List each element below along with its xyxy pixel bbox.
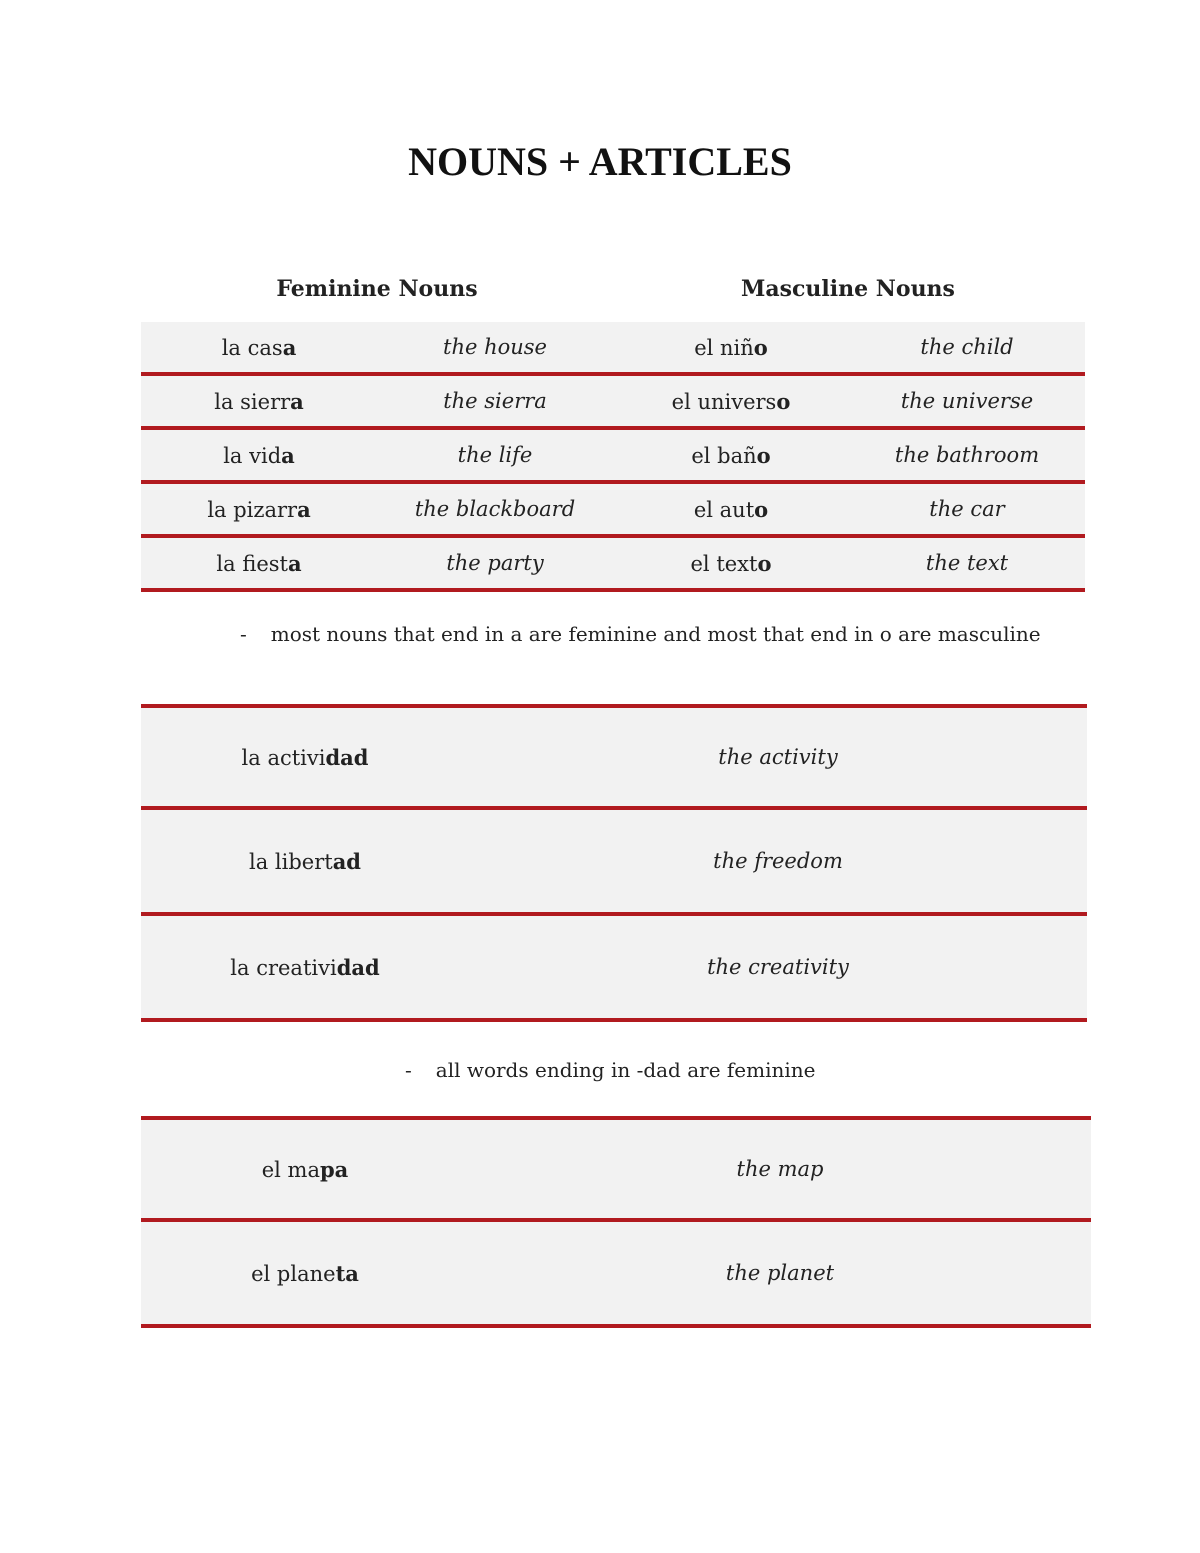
masculine-translation: the universe bbox=[900, 389, 1034, 413]
noun bbox=[141, 1261, 469, 1286]
translation: the activity bbox=[718, 745, 838, 769]
noun-stem: la fiest bbox=[216, 551, 288, 576]
table-row bbox=[141, 810, 1087, 916]
masculine-translation: the text bbox=[925, 551, 1009, 575]
noun-ending: a bbox=[297, 496, 311, 522]
noun-stem: el aut bbox=[693, 497, 755, 522]
noun-stem: el niñ bbox=[694, 335, 754, 360]
table-row bbox=[141, 1222, 1091, 1328]
feminine-noun bbox=[141, 497, 377, 522]
masculine-noun bbox=[613, 335, 849, 360]
noun-ending: ta bbox=[335, 1260, 359, 1286]
feminine-translation: the party bbox=[446, 551, 544, 575]
table-row bbox=[141, 322, 1085, 376]
translation: the creativity bbox=[707, 955, 849, 979]
noun-ending: pa bbox=[319, 1156, 349, 1182]
noun bbox=[141, 1157, 469, 1182]
masculine-noun bbox=[613, 551, 849, 576]
noun bbox=[141, 955, 469, 980]
feminine-nouns-header: Feminine Nouns bbox=[276, 276, 478, 302]
feminine-translation: the sierra bbox=[443, 389, 547, 413]
table-row bbox=[141, 430, 1085, 484]
noun-ending: o bbox=[757, 550, 772, 576]
dad-nouns-table bbox=[141, 704, 1087, 1022]
noun-ending: o bbox=[753, 334, 768, 360]
noun-stem: la cas bbox=[221, 335, 283, 360]
table-row bbox=[141, 484, 1085, 538]
masculine-noun bbox=[613, 497, 849, 522]
feminine-translation: the life bbox=[457, 443, 533, 467]
table-row bbox=[141, 1116, 1091, 1222]
feminine-translation: the blackboard bbox=[414, 497, 576, 521]
noun-ending: dad bbox=[325, 744, 369, 770]
noun-stem: el ma bbox=[261, 1157, 320, 1182]
translation: the map bbox=[736, 1157, 824, 1181]
noun-ending: a bbox=[281, 442, 295, 468]
noun-stem: la sierr bbox=[214, 389, 291, 414]
masculine-translation: the car bbox=[929, 497, 1005, 521]
feminine-translation: the house bbox=[443, 335, 547, 359]
masculine-nouns-header: Masculine Nouns bbox=[741, 276, 955, 302]
noun-stem: el univers bbox=[671, 389, 777, 414]
noun-stem: la activi bbox=[241, 745, 326, 770]
masculine-noun bbox=[613, 389, 849, 414]
noun-ending: a bbox=[282, 334, 297, 360]
noun-stem: el text bbox=[690, 551, 758, 576]
translation: the freedom bbox=[713, 849, 843, 873]
masculine-translation: the bathroom bbox=[894, 443, 1040, 467]
masculine-noun bbox=[613, 443, 849, 468]
feminine-noun bbox=[141, 389, 377, 414]
note-text: all words ending in -dad are feminine bbox=[435, 1058, 816, 1082]
dad-rule-note bbox=[0, 1058, 1200, 1082]
noun bbox=[141, 849, 469, 874]
bullet-dash: - bbox=[240, 622, 247, 646]
table-row bbox=[141, 916, 1087, 1022]
table-row bbox=[141, 376, 1085, 430]
feminine-noun bbox=[141, 443, 377, 468]
table-row bbox=[141, 704, 1087, 810]
nouns-table bbox=[141, 322, 1085, 592]
noun-stem: la pizarr bbox=[207, 497, 298, 522]
feminine-noun bbox=[141, 551, 377, 576]
noun-ending: a bbox=[287, 550, 302, 576]
note-text: most nouns that end in a are feminine and most that end in o are masculine bbox=[270, 622, 1041, 646]
table-row bbox=[141, 538, 1085, 592]
noun-ending: o bbox=[754, 496, 769, 522]
noun-stem: el plane bbox=[251, 1261, 336, 1286]
noun-ending: a bbox=[290, 388, 304, 414]
bullet-dash: - bbox=[405, 1058, 412, 1082]
noun-ending: dad bbox=[336, 954, 380, 980]
page-title: NOUNS + ARTICLES bbox=[408, 139, 792, 184]
noun-stem: la creativi bbox=[230, 955, 337, 980]
noun-stem: el bañ bbox=[691, 443, 757, 468]
noun bbox=[141, 745, 469, 770]
feminine-noun bbox=[141, 335, 377, 360]
noun-ending: o bbox=[756, 442, 771, 468]
gender-rule-note bbox=[0, 622, 1200, 646]
noun-stem: la libert bbox=[249, 849, 333, 874]
noun-stem: la vid bbox=[223, 443, 282, 468]
translation: the planet bbox=[725, 1261, 835, 1285]
noun-ending: ad bbox=[332, 848, 361, 874]
masculine-translation: the child bbox=[920, 335, 1014, 359]
exception-nouns-table bbox=[141, 1116, 1091, 1328]
noun-ending: o bbox=[776, 388, 791, 414]
